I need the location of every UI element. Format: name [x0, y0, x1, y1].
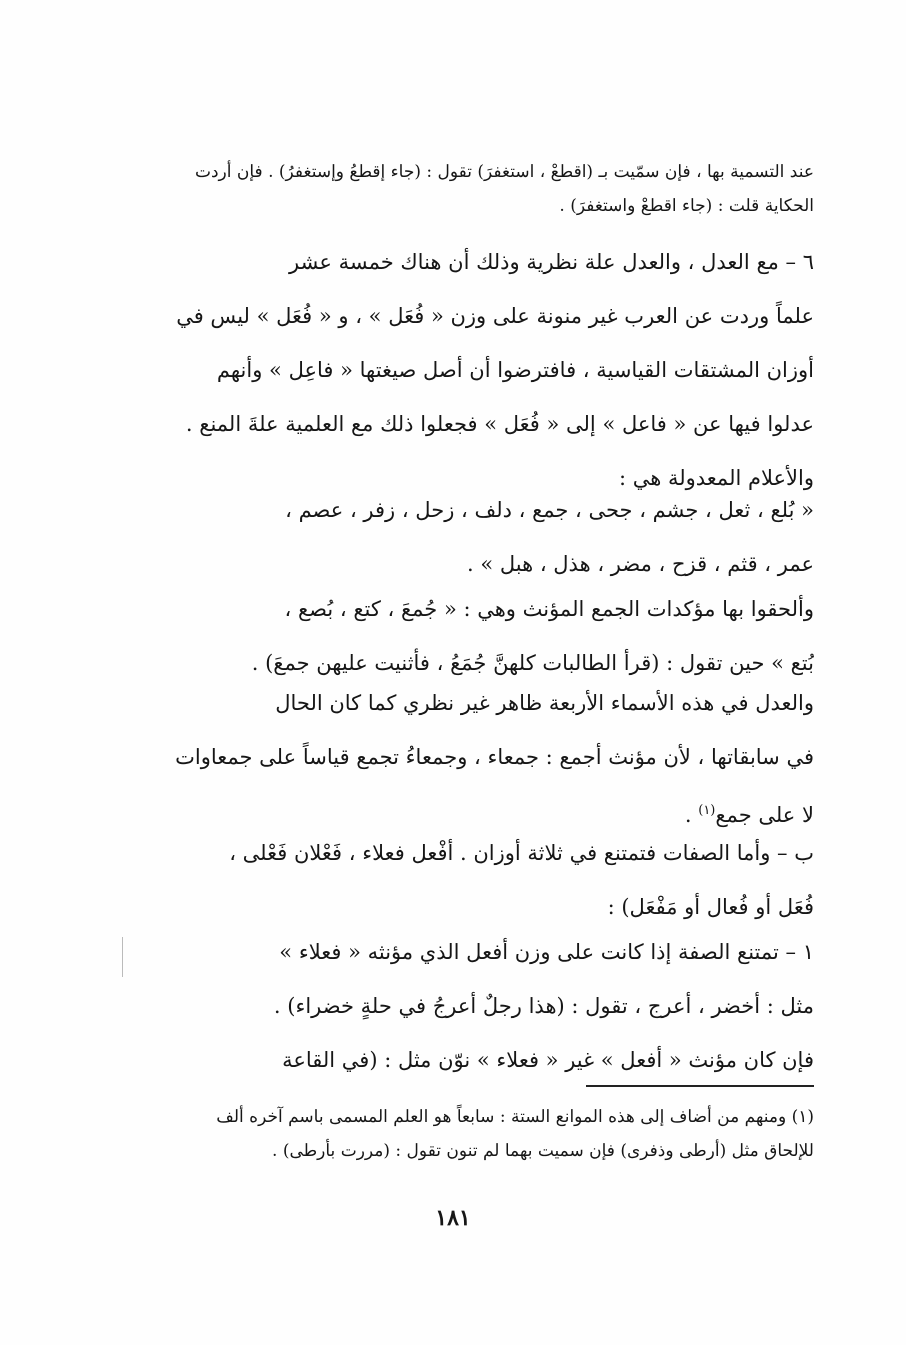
text-line: والأعلام المعدولة هي : — [618, 466, 814, 490]
text-fragment: . — [684, 803, 692, 827]
footnote-divider — [586, 1085, 814, 1087]
text-line: أوزان المشتقات القياسية ، فافترضوا أن أصل صيغتها « فاعِل » وأنهم — [216, 358, 814, 382]
names-list — [136, 483, 814, 591]
text-line: علماً وردت عن العرب غير منونة على وزن « فُعَل » ، و « فُعَل » ليس في — [176, 304, 814, 328]
adl-paragraph — [136, 676, 814, 842]
top-note — [136, 155, 814, 223]
section-b — [136, 826, 814, 934]
text-line: عند التسمية بها ، فإن سمّيت بـ (اقطعْ ، استغفرَ) تقول : (جاء إقطعُ وإستغفرُ) . فإن أردت — [194, 162, 814, 182]
footnote — [136, 1100, 814, 1168]
text-line: « بُلع ، ثعل ، جشم ، جحى ، جمع ، دلف ، زحل ، زفر ، عصم ، — [285, 498, 814, 522]
text-line: مثل : أخضر ، أعرج ، تقول : (هذا رجلٌ أعرجُ في حلةٍ خضراء) . — [273, 994, 814, 1018]
text-line: عمر ، قثم ، قزح ، مضر ، هذل ، هبل » . — [466, 552, 814, 576]
page-number: ١٨١ — [435, 1205, 471, 1231]
text-line: وألحقوا بها مؤكدات الجمع المؤنث وهي : « جُمعَ ، كتع ، بُصع ، — [284, 597, 814, 621]
plural-emphatics — [136, 582, 814, 690]
text-line: ب – وأما الصفات فتمتنع في ثلاثة أوزان . أفْعل فعلاء ، فَعْلان فَعْلى ، — [229, 841, 814, 865]
text-line: والعدل في هذه الأسماء الأربعة ظاهر غير نظري كما كان الحال — [275, 691, 814, 715]
text-line: فُعَل أو فُعال أو مَفْعَل) : — [607, 895, 814, 919]
text-line: (١) ومنهم من أضاف إلى هذه الموانع الستة : سابعاً هو العلم المسمى باسم آخره ألف — [216, 1107, 814, 1127]
text-line: فإن كان مؤنث « أفعل » غير « فعلاء » نوّن مثل : (في القاعة — [282, 1048, 814, 1072]
text-line: عدلوا فيها عن « فاعل » إلى « فُعَل » فجعلوا ذلك مع العلمية علةَ المنع . — [185, 412, 814, 436]
text-line: بُتع » حين تقول : (قرأ الطالبات كلهنَّ جُمَعُ ، فأثنيت عليهن جمعَ) . — [251, 651, 814, 675]
paragraph-adl — [136, 235, 814, 505]
text-line: في سابقاتها ، لأن مؤنث أجمع : جمعاء ، وجمعاءُ تجمع قياساً على جمعاوات — [175, 745, 814, 769]
rule-1 — [136, 925, 814, 1087]
text-line: للإلحاق مثل (أرطى وذفرى) فإن سميت بهما لم تنون تقول : (مررت بأرطى) . — [272, 1141, 814, 1161]
text-line: ١ – تمتنع الصفة إذا كانت على وزن أفعل الذي مؤنثه « فعلاء » — [279, 940, 814, 964]
margin-mark — [122, 937, 123, 977]
text-line: الحكاية قلت : (جاء اقطعْ واستغفرَ) . — [559, 196, 814, 216]
text-line: ٦ – مع العدل ، والعدل علة نظرية وذلك أن هناك خمسة عشر — [289, 250, 814, 274]
text-fragment: لا على جمع — [715, 803, 814, 827]
footnote-ref: (١) — [698, 803, 716, 818]
